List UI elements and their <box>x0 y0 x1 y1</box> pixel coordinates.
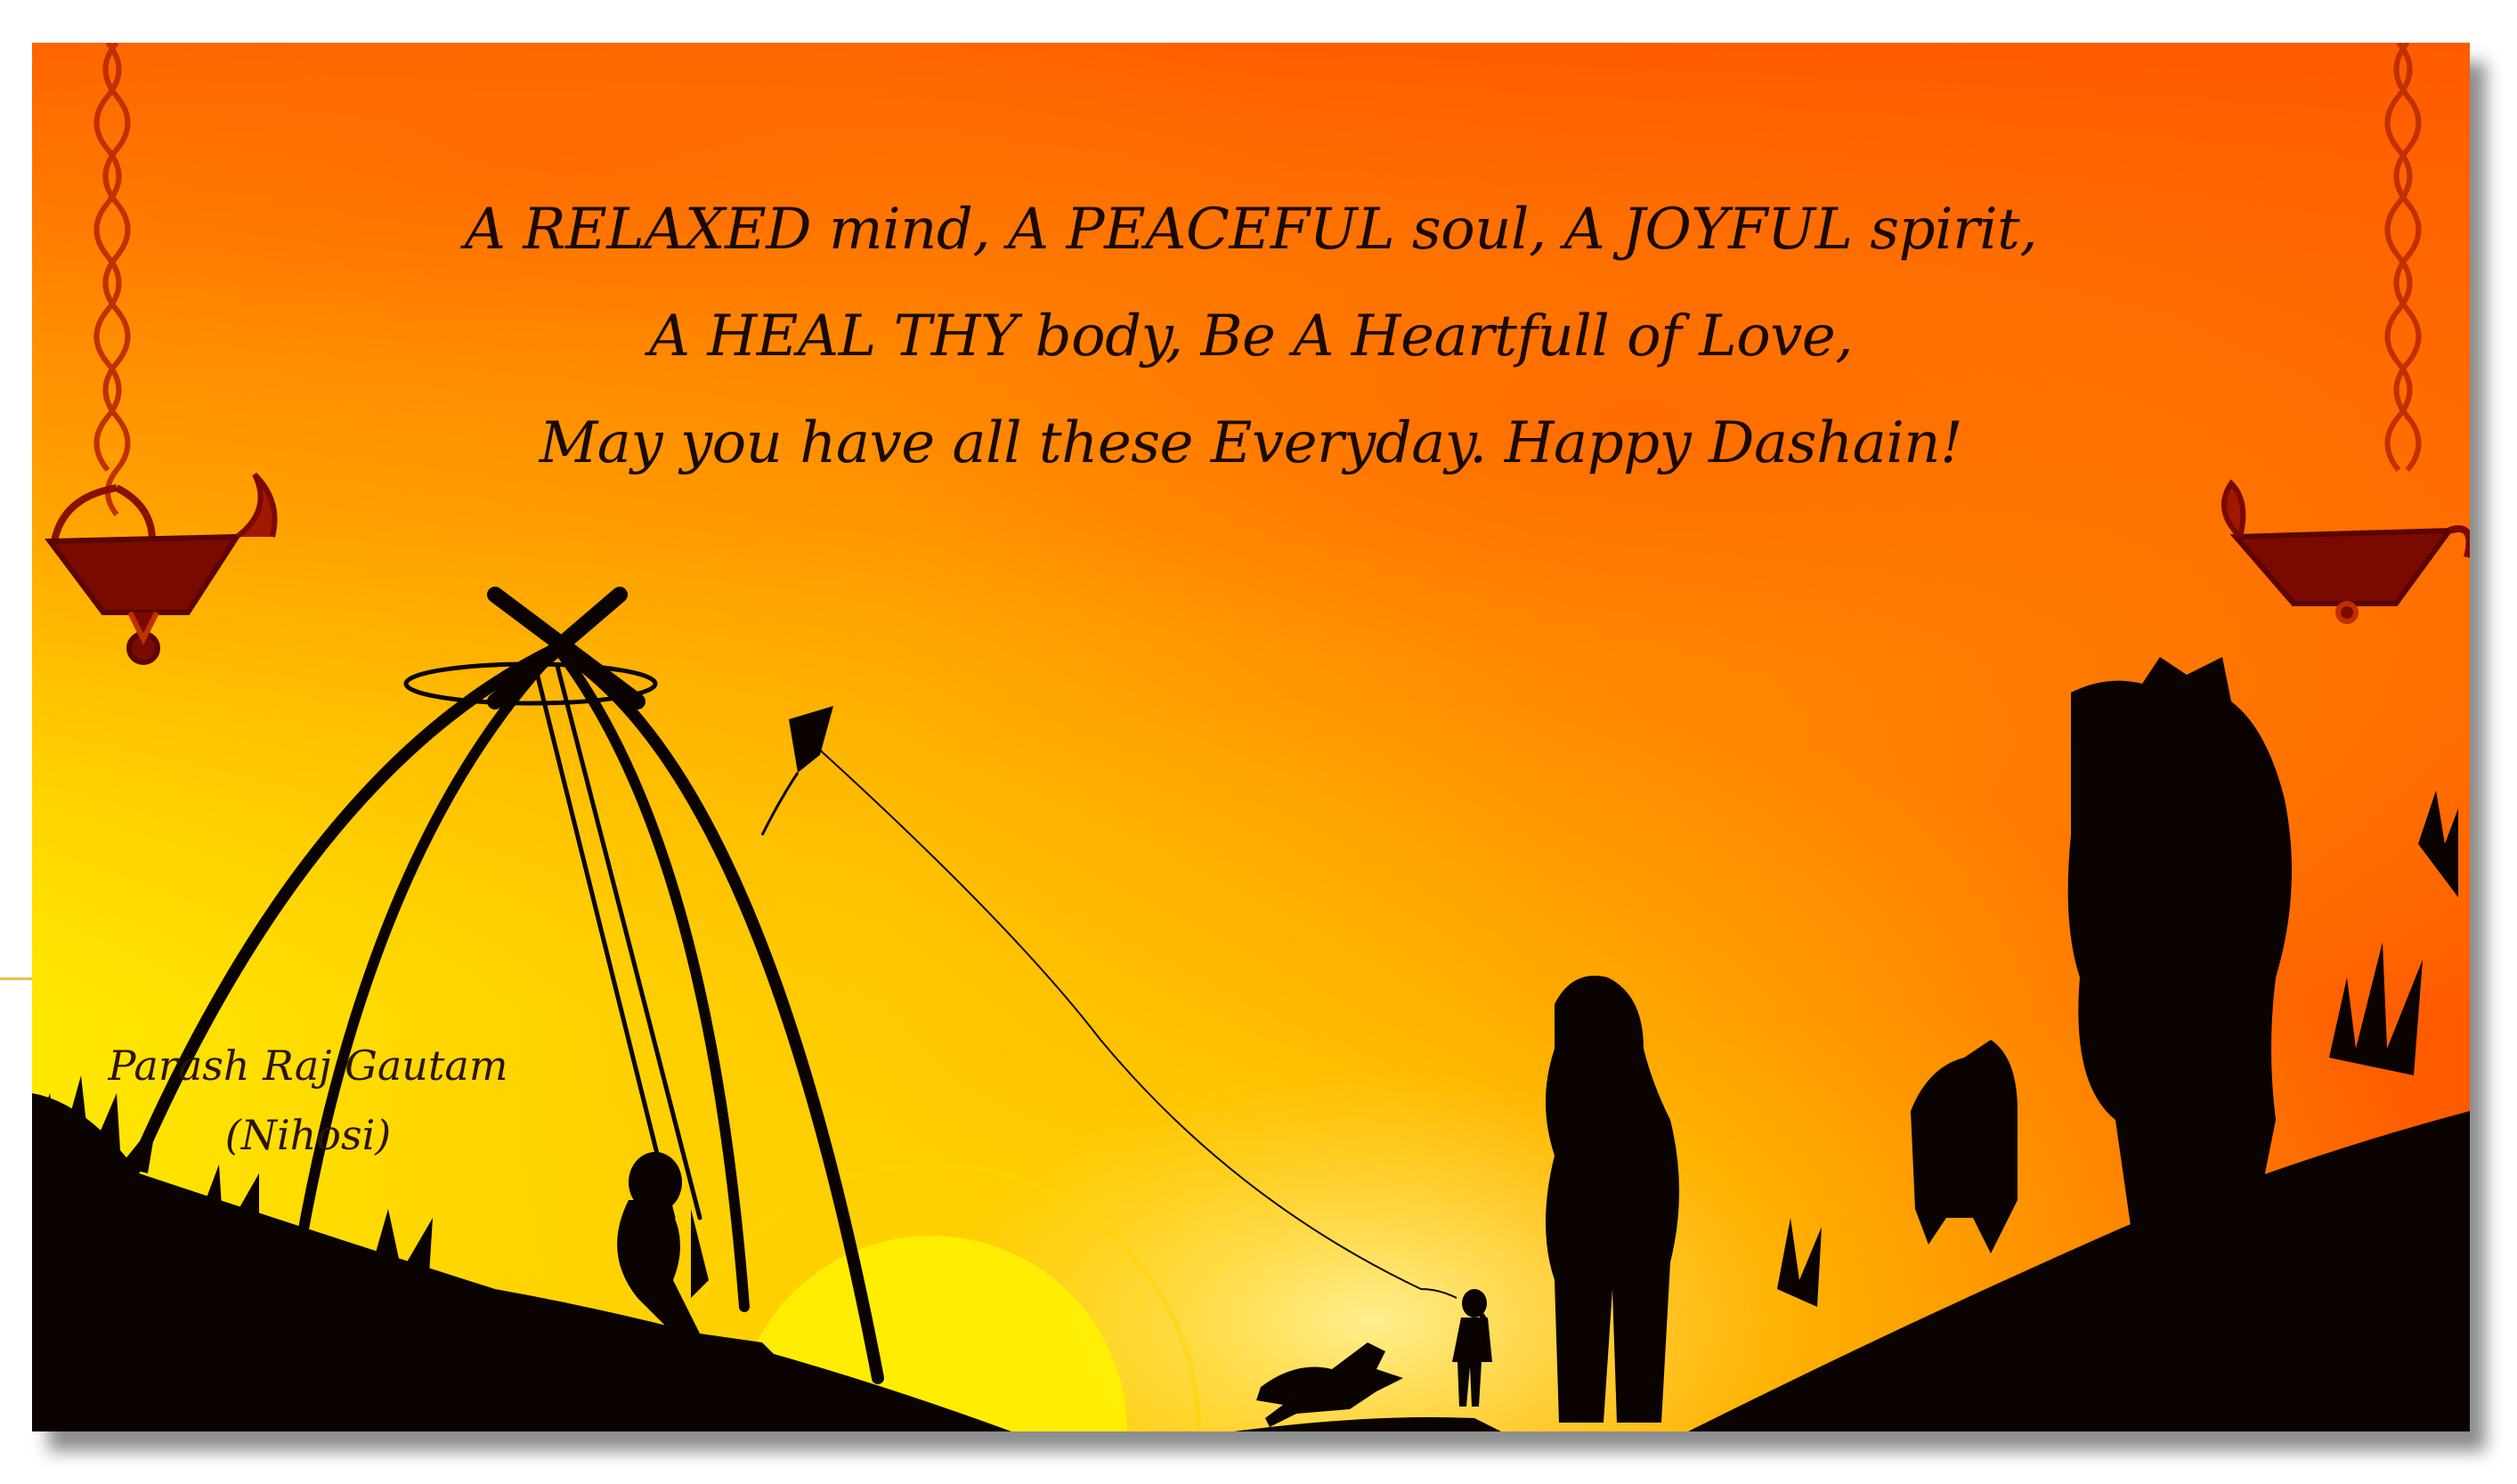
greeting-line-3: May you have all these Everyday. Happy Dashain! <box>539 410 1963 476</box>
decorative-line <box>0 977 36 980</box>
signature-alias: (Nihosi) <box>224 1111 392 1159</box>
greeting-card <box>32 43 2470 1431</box>
greeting-line-2: A HEAL THY body, Be A Heartfull of Love, <box>648 304 1854 369</box>
greeting-line-1: A RELAXED mind, A PEACEFUL soul, A JOYFUL spirit, <box>464 197 2038 263</box>
signature-name: Parash Raj Gautam <box>108 1042 508 1090</box>
